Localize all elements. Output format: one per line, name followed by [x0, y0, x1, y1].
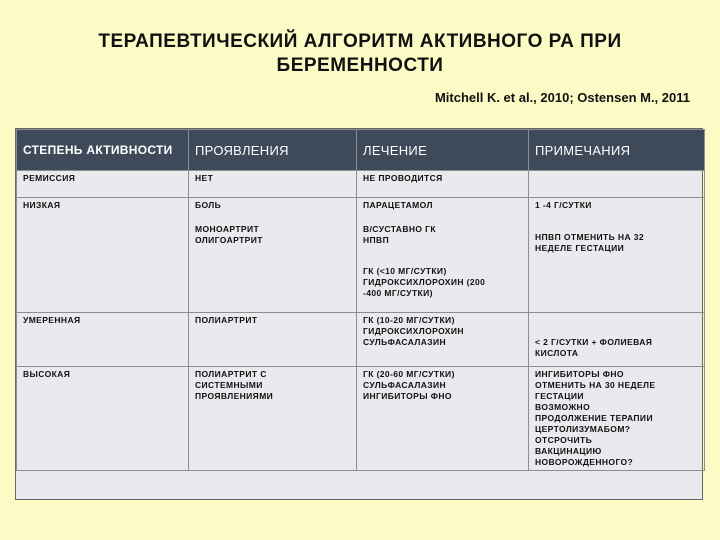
title-line-2: БЕРЕМЕННОСТИ	[276, 55, 444, 76]
cell-treatment: НЕ ПРОВОДИТСЯ	[357, 171, 529, 198]
treatment-gc: ГК (<10 МГ/СУТКИ)	[363, 266, 447, 276]
spacer	[363, 211, 522, 224]
table-row-moderate	[17, 313, 705, 367]
note-nsaid-stop: НПВП ОТМЕНИТЬ НА 32	[535, 232, 645, 242]
cell-manifestations: НЕТ	[189, 171, 357, 198]
header-manifestations: ПРОЯВЛЕНИЯ	[189, 130, 357, 171]
treatment-paracetamol: ПАРАЦЕТАМОЛ	[363, 200, 433, 210]
treatment-nsaid: НПВП	[363, 235, 390, 245]
note-line: ПРОДОЛЖЕНИЕ ТЕРАПИИ	[535, 413, 653, 423]
cell-activity: РЕМИССИЯ	[17, 171, 189, 198]
treatment-gc: ГК (20-60 МГ/СУТКИ)	[363, 369, 455, 379]
spacer	[195, 211, 350, 224]
cell-manifestations: ПОЛИАРТРИТ	[189, 313, 357, 367]
cell-manifestations	[189, 367, 357, 471]
manifest-line: ПРОЯВЛЕНИЯМИ	[195, 391, 274, 401]
table-row-remission	[17, 171, 705, 198]
cell-activity: УМЕРЕННАЯ	[17, 313, 189, 367]
title-line-1: ТЕРАПЕВТИЧЕСКИЙ АЛГОРИТМ АКТИВНОГО РА ПРИ	[98, 31, 622, 52]
treatment-sulfasalazine: СУЛЬФАСАЛАЗИН	[363, 380, 447, 390]
cell-notes	[529, 171, 705, 198]
header-notes: ПРИМЕЧАНИЯ	[529, 130, 705, 171]
note-dose: < 2 Г/СУТКИ + ФОЛИЕВАЯ	[535, 337, 653, 347]
cell-notes	[529, 367, 705, 471]
note-line: ЦЕРТОЛИЗУМАБОМ?	[535, 424, 631, 434]
note-gestation: НЕДЕЛЕ ГЕСТАЦИИ	[535, 243, 625, 253]
treatment-hcq: ГИДРОКСИХЛОРОХИН	[363, 326, 464, 336]
header-treatment: ЛЕЧЕНИЕ	[357, 130, 529, 171]
treatment-tnf-inhibitors: ИНГИБИТОРЫ ФНО	[363, 391, 452, 401]
note-dose: 1 -4 Г/СУТКИ	[535, 200, 592, 210]
note-line: ВАКЦИНАЦИЮ	[535, 446, 602, 456]
spacer	[535, 211, 698, 232]
treatment-table	[15, 128, 703, 500]
treatment-hcq-dose: -400 МГ/СУТКИ)	[363, 288, 433, 298]
manifest-monoarthritis: МОНОАРТРИТ	[195, 224, 260, 234]
treatment-intraarticular: В/СУСТАВНО ГК	[363, 224, 436, 234]
spacer	[363, 246, 522, 266]
cell-manifestations	[189, 198, 357, 313]
header-activity: СТЕПЕНЬ АКТИВНОСТИ	[17, 130, 189, 171]
manifest-line: ПОЛИАРТРИТ С	[195, 369, 267, 379]
note-line: НОВОРОЖДЕННОГО?	[535, 457, 634, 467]
activity-label: НИЗКАЯ	[23, 200, 61, 210]
table-row-low	[17, 198, 705, 313]
citation: Mitchell K. et al., 2010; Ostensen M., 2011	[434, 90, 690, 105]
note-folic-acid: КИСЛОТА	[535, 348, 579, 358]
treatment-gc: ГК (10-20 МГ/СУТКИ)	[363, 315, 455, 325]
note-line: ОТМЕНИТЬ НА 30 НЕДЕЛЕ	[535, 380, 656, 390]
note-line: ОТСРОЧИТЬ	[535, 435, 593, 445]
cell-notes	[529, 198, 705, 313]
manifest-oligoarthritis: ОЛИГОАРТРИТ	[195, 235, 263, 245]
manifest-line: СИСТЕМНЫМИ	[195, 380, 263, 390]
manifest-pain: БОЛЬ	[195, 200, 222, 210]
cell-treatment	[357, 313, 529, 367]
table-header-row	[17, 130, 705, 171]
treatment-sulfasalazine: СУЛЬФАСАЛАЗИН	[363, 337, 447, 347]
treatment-hcq: ГИДРОКСИХЛОРОХИН (200	[363, 277, 486, 287]
cell-treatment	[357, 367, 529, 471]
spacer	[535, 315, 698, 337]
cell-treatment	[357, 198, 529, 313]
cell-notes	[529, 313, 705, 367]
note-line: ГЕСТАЦИИ	[535, 391, 584, 401]
note-line: ВОЗМОЖНО	[535, 402, 591, 412]
cell-activity: ВЫСОКАЯ	[17, 367, 189, 471]
slide-title	[0, 30, 720, 78]
table-row-high	[17, 367, 705, 471]
cell-activity	[17, 198, 189, 313]
note-line: ИНГИБИТОРЫ ФНО	[535, 369, 624, 379]
